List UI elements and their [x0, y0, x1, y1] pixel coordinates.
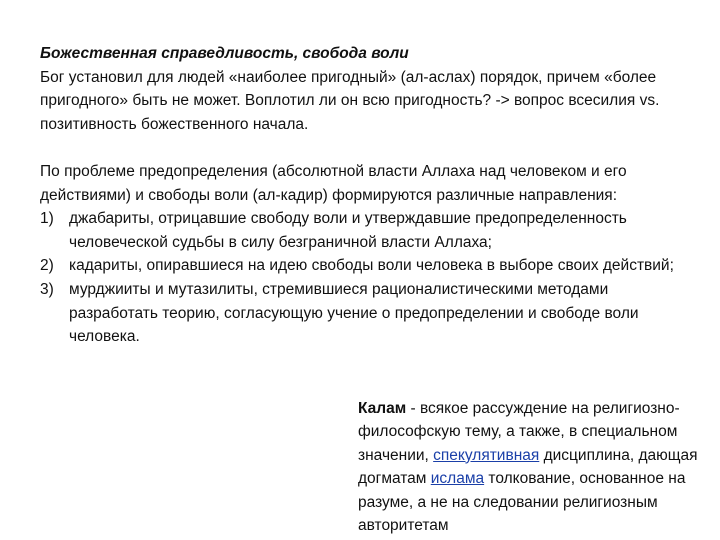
- predestination-paragraph: По проблеме предопределения (абсолютной власти Аллаха над человеком и его действиями) и свободы воли (ал-кадир) формируются различные направления:: [40, 162, 627, 204]
- list-item-text: джабариты, отрицавшие свободу воли и утверждавшие предопределенность человеческой судьбы в силу безграничной власти Аллаха;: [69, 210, 627, 251]
- paragraph-spacer: [40, 136, 680, 160]
- definition-text-part2: дисциплина, дающая догматам: [358, 446, 698, 488]
- directions-list: [40, 207, 680, 349]
- definition-term: Калам: [358, 400, 407, 417]
- slide-title: Божественная справедливость, свобода воли: [40, 45, 409, 62]
- list-item: [40, 207, 680, 254]
- list-item-number: 1): [40, 210, 54, 228]
- islam-link[interactable]: ислама: [430, 470, 485, 488]
- list-item-number: 3): [40, 280, 54, 298]
- list-item-number: 2): [40, 257, 54, 275]
- list-item: [40, 278, 680, 349]
- slide-main-text: [40, 42, 680, 349]
- intro-paragraph: Бог установил для людей «наиболее пригодный» (ал-аслах) порядок, причем «более пригодного» быть не может. Воплотил ли он всю пригодность? -> вопрос всесилия vs. позитивность божественного начала.: [40, 68, 660, 133]
- speculative-link[interactable]: спекулятивная: [433, 446, 540, 464]
- kalam-definition: [358, 397, 698, 537]
- list-item: [40, 254, 680, 278]
- list-item-text: кадариты, опиравшиеся на идею свободы воли человека в выборе своих действий;: [69, 257, 674, 275]
- definition-text-part3: толкование, основанное на разуме, а не на следовании религиозным авторитетам: [358, 470, 686, 535]
- definition-text-part1: - всякое рассуждение на религиозно-философскую тему, а также, в специальном значении,: [358, 400, 680, 464]
- list-item-text: мурджииты и мутазилиты, стремившиеся рационалистическими методами разработать теорию, согласующую учение о предопределении и свободе воли человека.: [69, 280, 639, 346]
